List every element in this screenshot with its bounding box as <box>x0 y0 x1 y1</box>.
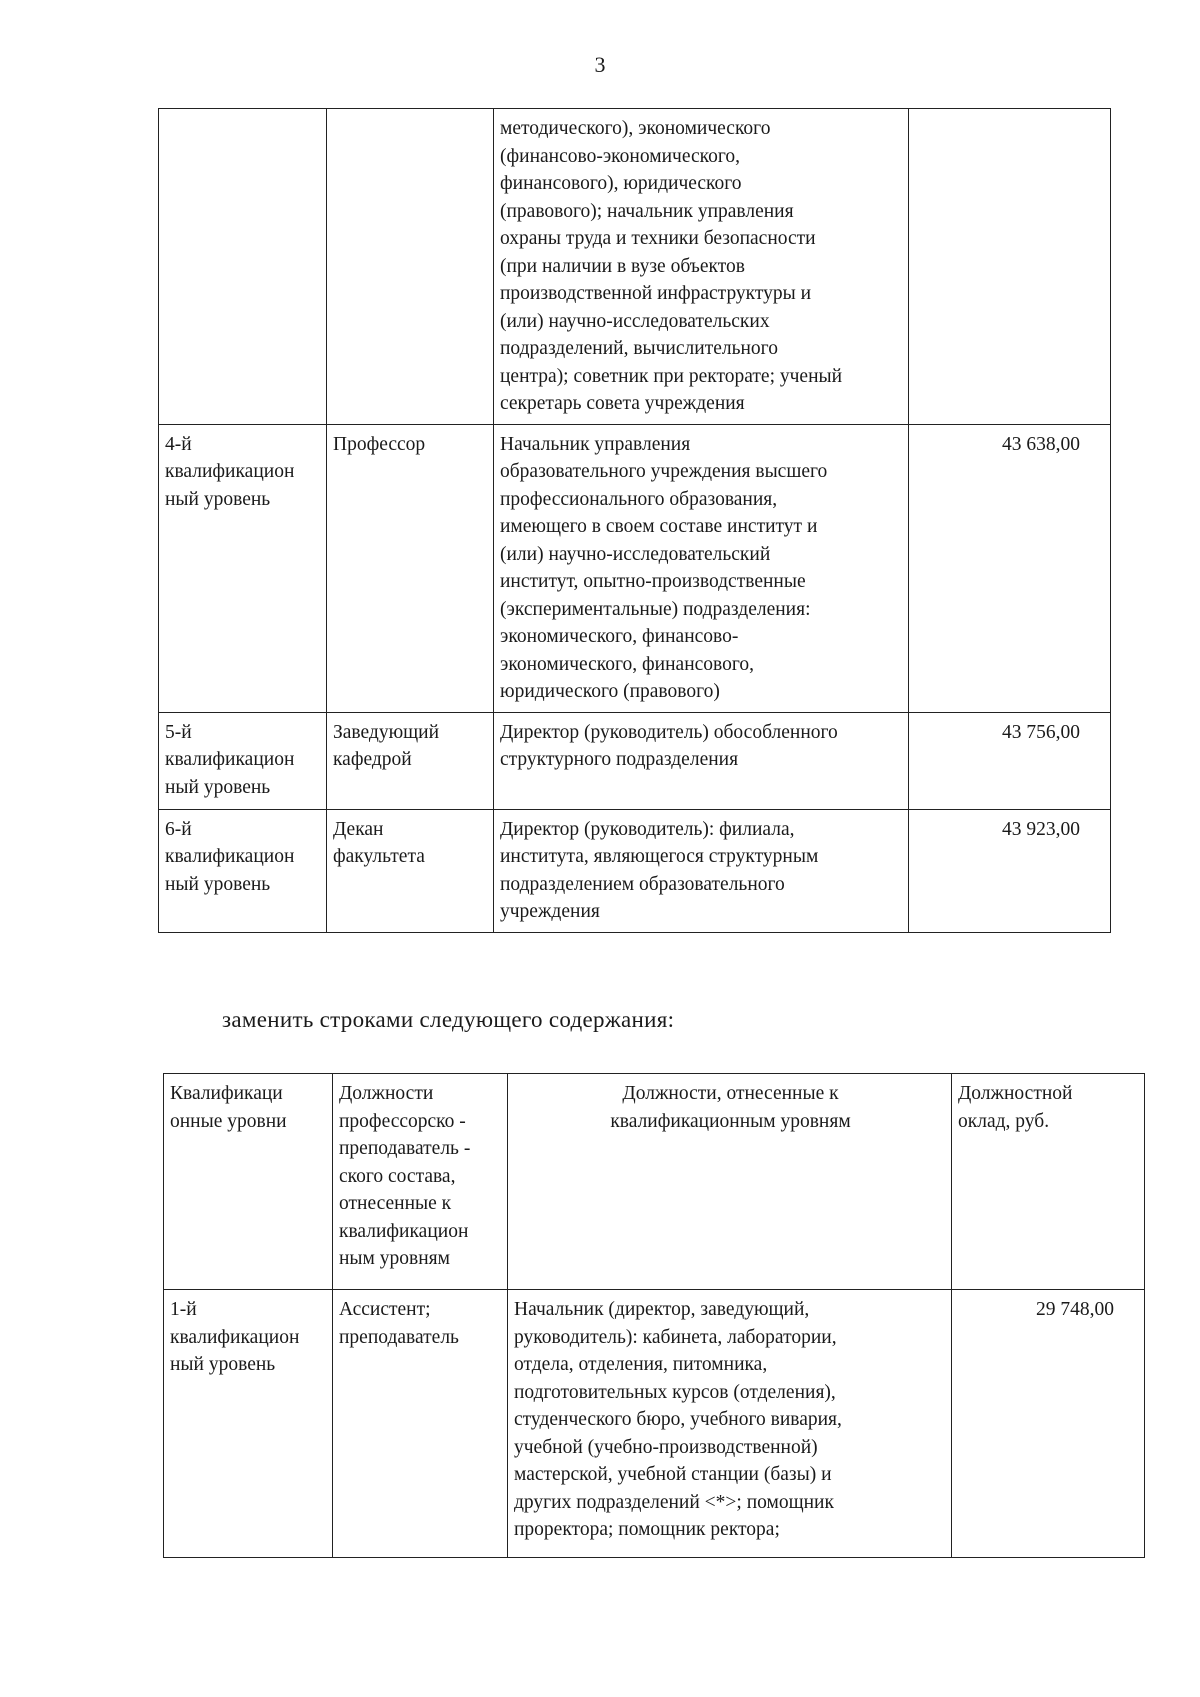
table-row <box>159 809 1111 932</box>
related-positions-cell-line: проректора; помощник ректора; <box>514 1519 780 1540</box>
related-positions-cell-line: центра); советник при ректорате; ученый <box>500 365 843 387</box>
salary-cell <box>909 424 1111 712</box>
related-positions-cell-line: институт, опытно-производственные <box>500 571 806 592</box>
header-salary-line: Должностной <box>958 1083 1073 1104</box>
header-positions-line: Должности <box>339 1083 434 1104</box>
related-positions-cell-line: (правового); начальник управления <box>500 200 794 222</box>
table-header-row <box>164 1074 1145 1290</box>
level-cell <box>164 1290 333 1558</box>
header-positions-line: ным уровням <box>339 1248 450 1269</box>
related-positions-cell-line: (или) научно-исследовательских <box>500 310 770 332</box>
related-positions-cell-line: мастерской, учебной станции (базы) и <box>514 1464 832 1485</box>
related-positions-cell-line: подразделением образовательного <box>500 873 785 895</box>
position-cell-line: Профессор <box>333 433 426 455</box>
header-positions <box>333 1074 508 1290</box>
level-cell-line: квалификацион <box>165 749 295 770</box>
header-related-line: квалификационным уровням <box>610 1110 851 1132</box>
related-positions-cell-line: структурного подразделения <box>500 749 739 770</box>
related-positions-cell-line: руководитель): кабинета, лаборатории, <box>514 1326 837 1348</box>
intro-text: заменить строками следующего содержания: <box>222 1007 675 1032</box>
related-positions-cell-line: Директор (руководитель): филиала, <box>500 818 795 840</box>
header-positions-line: квалификацион <box>339 1220 469 1242</box>
level-cell-line: 4-й <box>165 433 192 455</box>
related-positions-cell <box>494 712 909 809</box>
salary-cell <box>952 1290 1145 1558</box>
header-positions-line: ского состава, <box>339 1165 456 1187</box>
related-positions-cell-line: экономического, финансово- <box>500 626 739 647</box>
page-number: 3 <box>594 52 606 77</box>
table-row <box>159 424 1111 712</box>
header-related-line: Должности, отнесенные к <box>622 1083 839 1104</box>
position-cell-line: Ассистент; <box>339 1299 431 1320</box>
related-positions-cell-line: методического), экономического <box>500 118 771 139</box>
level-cell-line: ный уровень <box>165 488 271 510</box>
level-cell <box>159 712 327 809</box>
related-positions-cell-line: учреждения <box>500 901 600 922</box>
table-row <box>164 1290 1145 1558</box>
level-cell-line: ный уровень <box>165 776 271 798</box>
related-positions-cell-line: производственной инфраструктуры и <box>500 283 812 304</box>
level-cell <box>159 109 327 425</box>
position-cell <box>327 809 494 932</box>
header-positions-line: отнесенные к <box>339 1193 452 1214</box>
related-positions-cell-line: Начальник (директор, заведующий, <box>514 1299 810 1320</box>
table-row <box>159 109 1111 425</box>
salary-cell-line: 29 748,00 <box>1036 1299 1114 1320</box>
position-cell-line: кафедрой <box>333 749 412 770</box>
related-positions-cell-line: юридического (правового) <box>500 681 720 702</box>
level-cell-line: ный уровень <box>170 1354 276 1375</box>
header-salary-line: оклад, руб. <box>958 1110 1050 1132</box>
related-positions-cell-line: подготовительных курсов (отделения), <box>514 1381 836 1403</box>
position-cell <box>327 712 494 809</box>
level-cell-line: квалификацион <box>165 461 295 482</box>
salary-cell <box>909 809 1111 932</box>
level-cell <box>159 809 327 932</box>
table-top <box>158 108 1111 933</box>
related-positions-cell-line: экономического, финансового, <box>500 653 755 675</box>
related-positions-cell-line: имеющего в своем составе институт и <box>500 516 818 537</box>
level-cell-line: квалификацион <box>165 846 295 867</box>
related-positions-cell-line: образовательного учреждения высшего <box>500 461 828 482</box>
position-cell-line: Заведующий <box>333 721 440 743</box>
table-bottom <box>163 1073 1145 1558</box>
level-cell-line: ный уровень <box>165 873 271 895</box>
related-positions-cell-line: студенческого бюро, учебного вивария, <box>514 1409 842 1430</box>
level-cell-line: 6-й <box>165 818 192 840</box>
level-cell-line: 5-й <box>165 721 192 743</box>
related-positions-cell <box>494 809 909 932</box>
header-level-line: онные уровни <box>170 1110 287 1132</box>
header-level-line: Квалификаци <box>170 1083 283 1104</box>
level-cell-line: 1-й <box>170 1299 197 1320</box>
related-positions-cell-line: (экспериментальные) подразделения: <box>500 598 811 620</box>
header-level <box>164 1074 333 1290</box>
position-cell <box>327 424 494 712</box>
header-salary <box>952 1074 1145 1290</box>
salary-cell <box>909 109 1111 425</box>
level-cell-line: квалификацион <box>170 1326 300 1348</box>
related-positions-cell-line: учебной (учебно-производственной) <box>514 1436 818 1458</box>
related-positions-cell-line: охраны труда и техники безопасности <box>500 228 816 249</box>
salary-cell-line: 43 638,00 <box>1002 433 1080 455</box>
header-positions-line: профессорско - <box>339 1110 466 1132</box>
header-positions-line: преподаватель - <box>339 1138 471 1159</box>
related-positions-cell-line: (финансово-экономического, <box>500 145 740 167</box>
related-positions-cell <box>494 109 909 425</box>
header-related <box>508 1074 952 1290</box>
position-cell <box>327 109 494 425</box>
table-row <box>159 712 1111 809</box>
related-positions-cell <box>508 1290 952 1558</box>
related-positions-cell-line: отдела, отделения, питомника, <box>514 1354 768 1375</box>
salary-cell-line: 43 756,00 <box>1002 721 1080 743</box>
related-positions-cell-line: финансового), юридического <box>500 173 742 194</box>
related-positions-cell-line: (или) научно-исследовательский <box>500 543 771 565</box>
related-positions-cell-line: Директор (руководитель) обособленного <box>500 721 838 743</box>
related-positions-cell-line: профессионального образования, <box>500 488 778 510</box>
related-positions-cell-line: других подразделений <*>; помощник <box>514 1491 834 1513</box>
position-cell <box>333 1290 508 1558</box>
related-positions-cell-line: секретарь совета учреждения <box>500 393 745 414</box>
related-positions-cell-line: подразделений, вычислительного <box>500 338 778 359</box>
salary-cell <box>909 712 1111 809</box>
position-cell-line: преподаватель <box>339 1326 459 1348</box>
salary-cell-line: 43 923,00 <box>1002 818 1080 840</box>
related-positions-cell-line: (при наличии в вузе объектов <box>500 255 745 277</box>
position-cell-line: Декан <box>333 818 384 840</box>
related-positions-cell-line: института, являющегося структурным <box>500 846 819 867</box>
position-cell-line: факультета <box>333 846 425 867</box>
level-cell <box>159 424 327 712</box>
related-positions-cell-line: Начальник управления <box>500 433 691 455</box>
related-positions-cell <box>494 424 909 712</box>
